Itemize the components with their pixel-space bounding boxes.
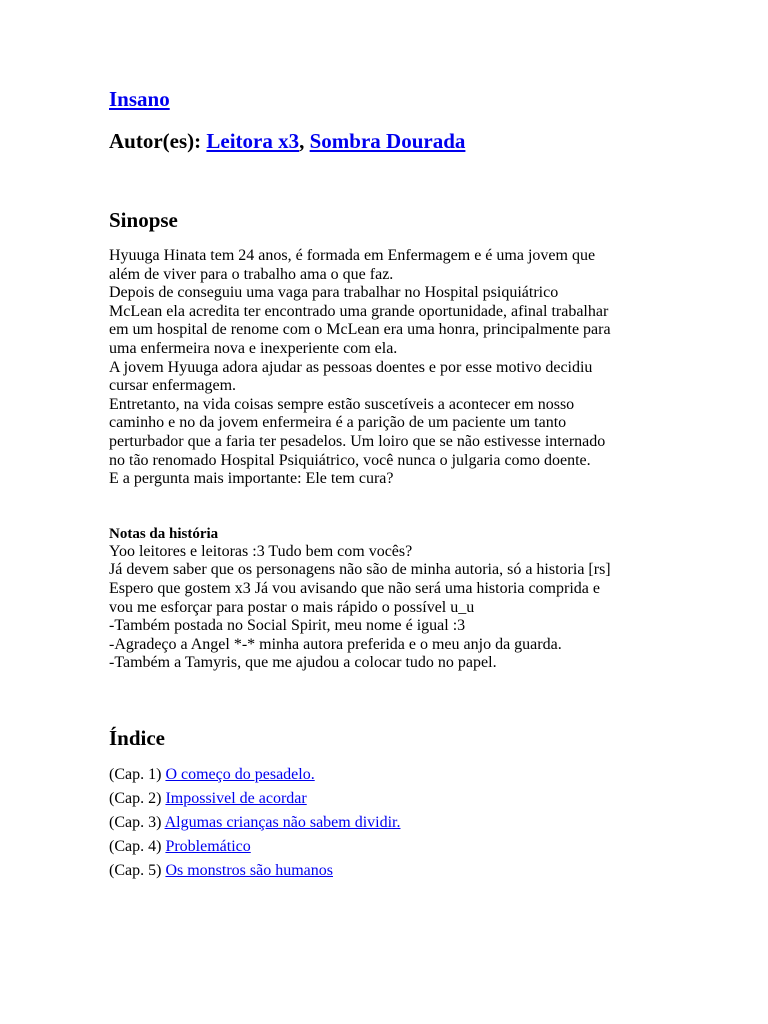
chapter-list	[109, 766, 729, 880]
chapter-link-3[interactable]: Algumas crianças não sabem dividir.	[164, 813, 401, 831]
synopsis-line: em um hospital de renome com o McLean era uma honra, principalmente para	[109, 321, 611, 339]
synopsis-line: perturbador que a faria ter pesadelos. Um loiro que se não estivesse internado	[109, 432, 606, 450]
author-link-1[interactable]: Leitora x3	[206, 129, 300, 153]
notes-line: -Também postada no Social Spirit, meu nome é igual :3	[109, 617, 466, 635]
synopsis-line: E a pergunta mais importante: Ele tem cura?	[109, 470, 394, 488]
chapter-link-4[interactable]: Problemático	[165, 837, 251, 855]
synopsis-line: no tão renomado Hospital Psiquiátrico, você nunca o julgaria como doente.	[109, 451, 591, 469]
synopsis-text	[109, 247, 729, 489]
notes-line: Já devem saber que os personagens não são de minha autoria, só a historia [rs]	[109, 561, 611, 579]
chapter-item	[109, 814, 729, 832]
chapter-prefix: (Cap. 3)	[109, 813, 162, 831]
notes-line: Yoo leitores e leitoras :3 Tudo bem com vocês?	[109, 542, 413, 560]
chapter-link-1[interactable]: O começo do pesadelo.	[165, 765, 315, 783]
chapter-item	[109, 790, 729, 808]
synopsis-line: A jovem Hyuuga adora ajudar as pessoas doentes e por esse motivo decidiu	[109, 358, 593, 376]
authors-line	[109, 126, 729, 156]
notes-line: -Agradeço a Angel *-* minha autora preferida e o meu anjo da guarda.	[109, 635, 562, 653]
notes-text	[109, 543, 729, 673]
chapter-prefix: (Cap. 5)	[109, 861, 162, 879]
synopsis-heading: Sinopse	[109, 208, 178, 232]
notes-heading: Notas da história	[109, 525, 219, 542]
chapter-item	[109, 838, 729, 856]
chapter-link-2[interactable]: Impossivel de acordar	[165, 789, 307, 807]
author-link-2[interactable]: Sombra Dourada	[309, 129, 466, 153]
synopsis-line: além de viver para o trabalho ama o que faz.	[109, 265, 394, 283]
story-title-link[interactable]: Insano	[109, 87, 170, 111]
authors-separator: ,	[299, 129, 305, 153]
story-title	[109, 84, 729, 114]
index-heading: Índice	[109, 725, 166, 750]
synopsis-line: Entretanto, na vida coisas sempre estão suscetíveis a acontecer em nosso	[109, 395, 575, 413]
synopsis-line: McLean ela acredita ter encontrado uma grande oportunidade, afinal trabalhar	[109, 302, 609, 320]
synopsis-line: uma enfermeira nova e inexperiente com ela.	[109, 339, 398, 357]
synopsis-line: cursar enfermagem.	[109, 377, 237, 395]
chapter-item	[109, 766, 729, 784]
synopsis-line: Hyuuga Hinata tem 24 anos, é formada em Enfermagem e é uma jovem que	[109, 247, 596, 264]
chapter-prefix: (Cap. 1)	[109, 765, 162, 783]
document-page	[109, 84, 729, 886]
notes-line: vou me esforçar para postar o mais rápido o possível u_u	[109, 598, 475, 616]
chapter-prefix: (Cap. 2)	[109, 789, 162, 807]
chapter-prefix: (Cap. 4)	[109, 837, 162, 855]
synopsis-line: caminho e no da jovem enfermeira é a parição de um paciente um tanto	[109, 414, 567, 432]
notes-line: -Também a Tamyris, que me ajudou a colocar tudo no papel.	[109, 654, 497, 672]
synopsis-line: Depois de conseguiu uma vaga para trabalhar no Hospital psiquiátrico	[109, 284, 559, 302]
authors-label: Autor(es):	[109, 129, 202, 153]
notes-line: Espero que gostem x3 Já vou avisando que não será uma historia comprida e	[109, 579, 600, 597]
chapter-link-5[interactable]: Os monstros são humanos	[165, 861, 333, 879]
chapter-item	[109, 862, 729, 880]
